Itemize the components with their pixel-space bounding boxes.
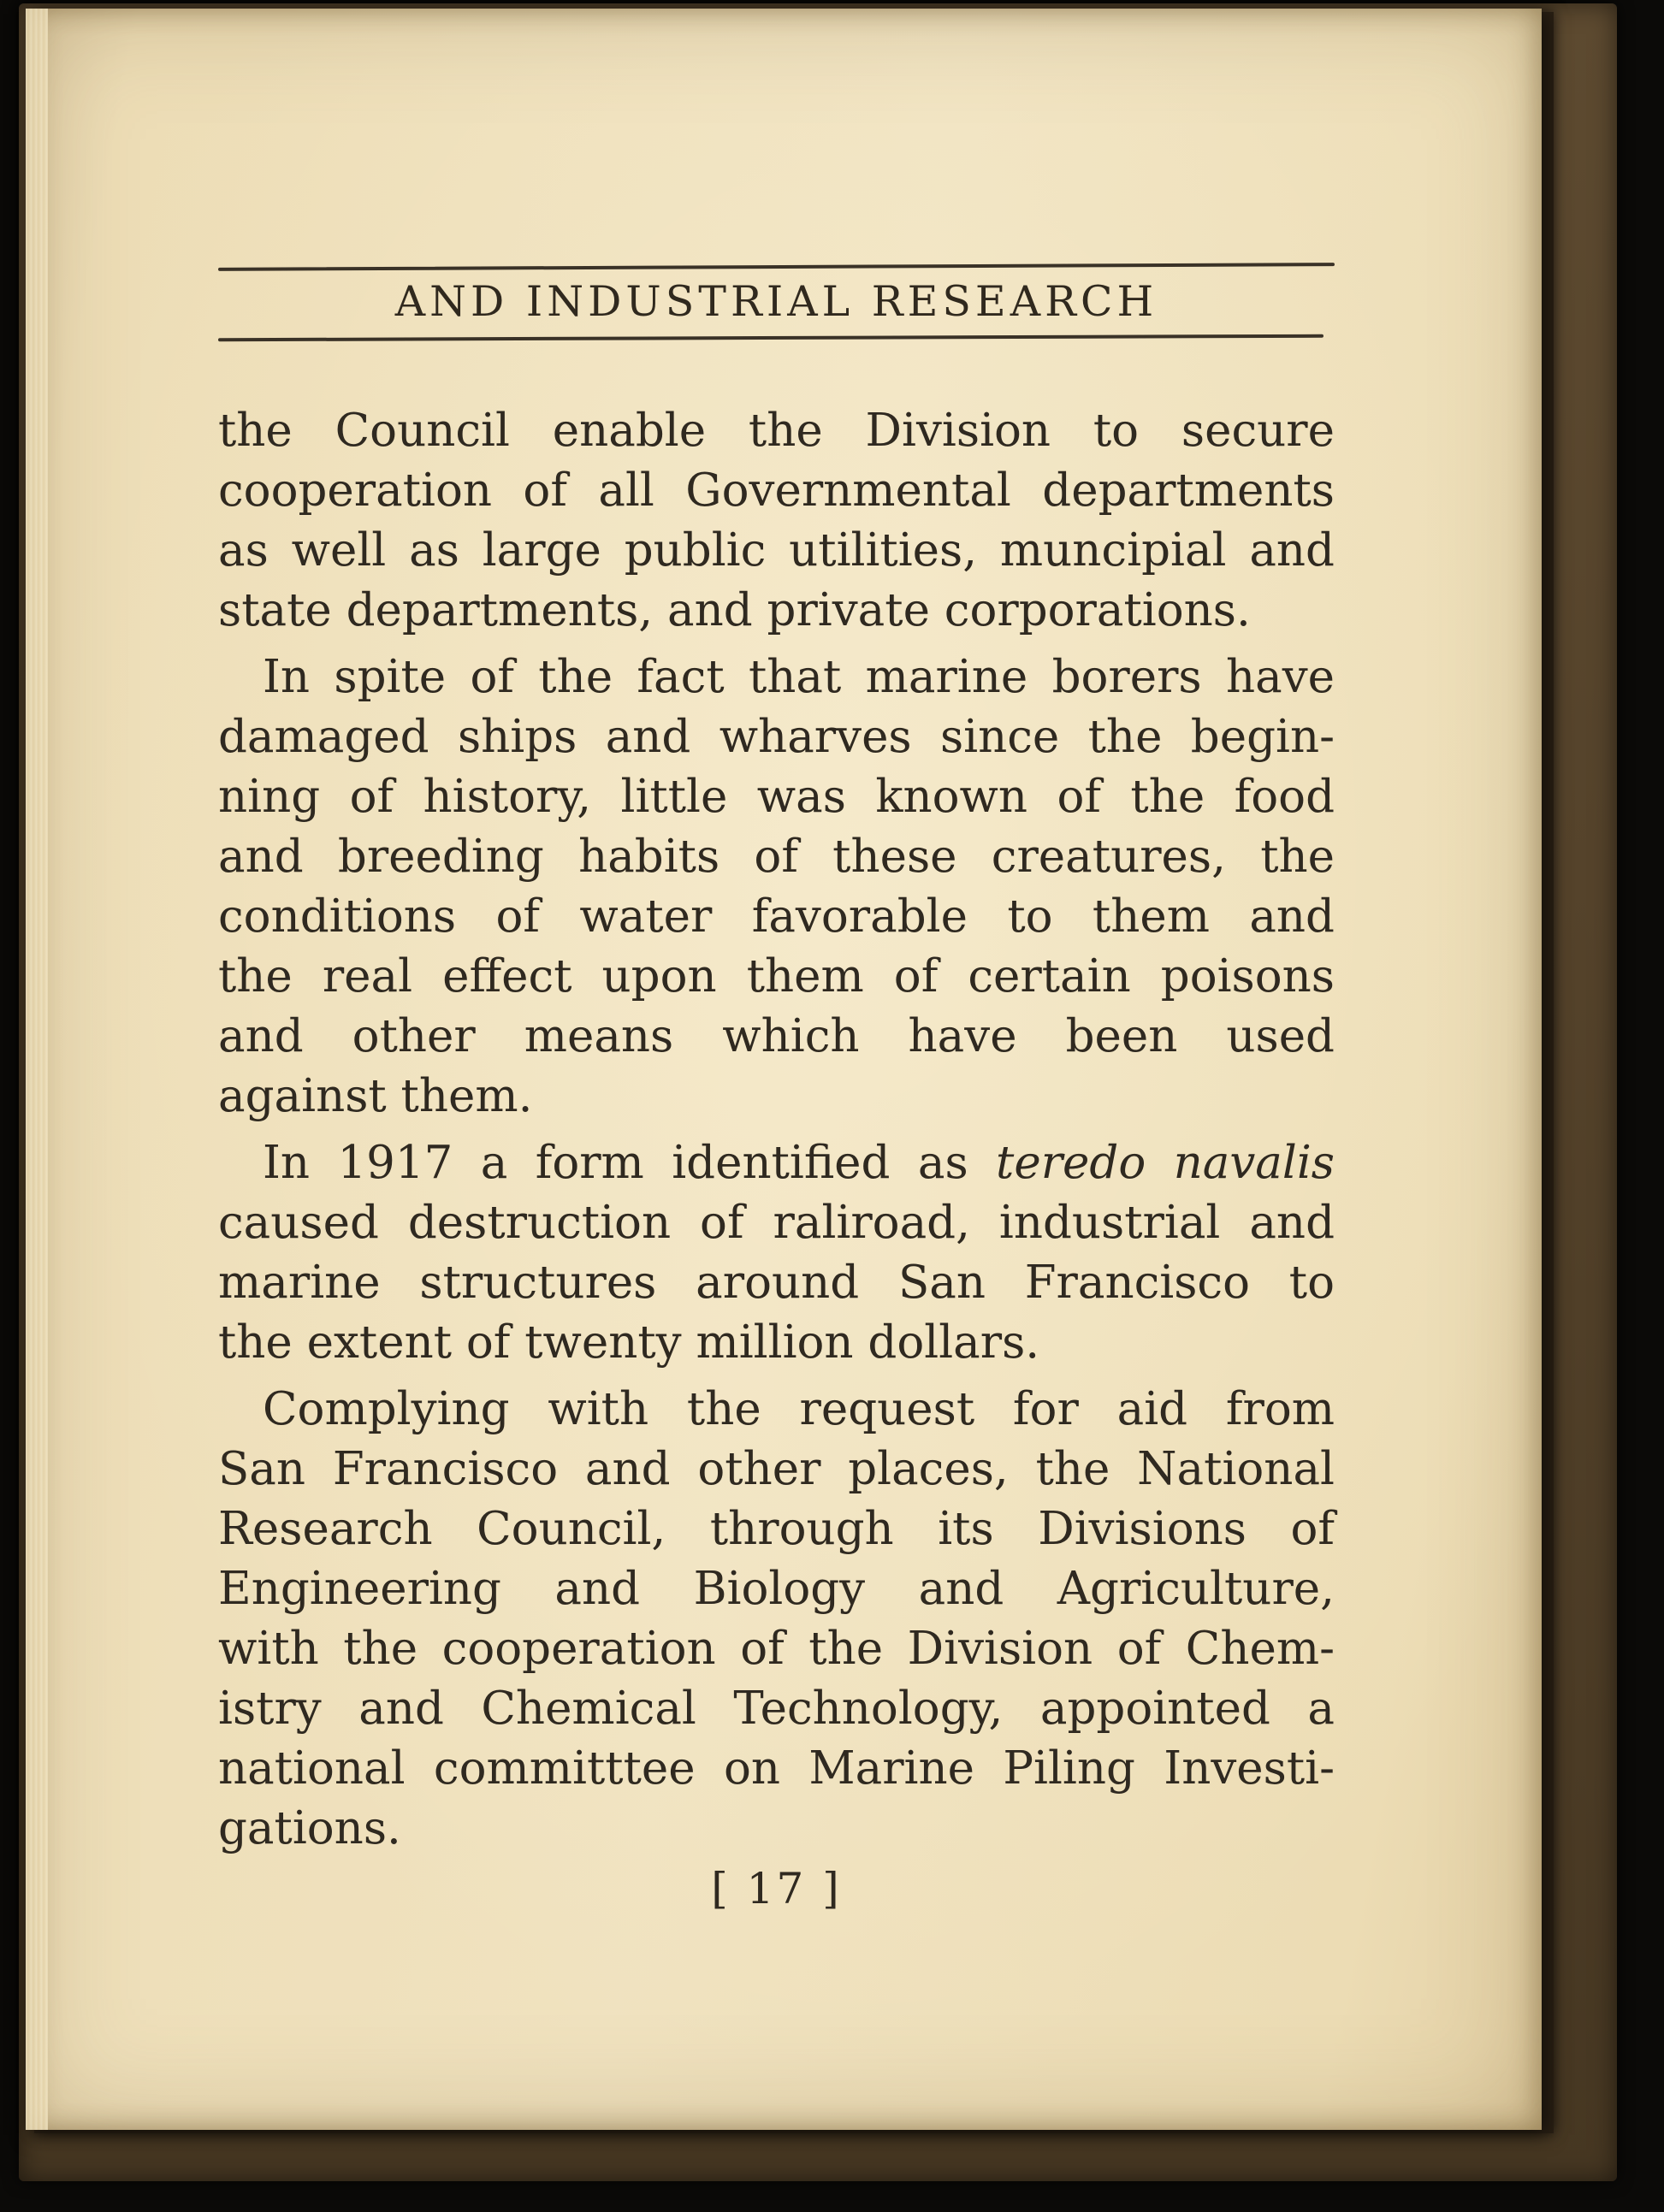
text-segment: national committtee on Marine Piling Investi- (218, 1742, 1335, 1795)
page-edge-strip (26, 9, 48, 2130)
text-line (218, 1559, 1335, 1619)
text-line (218, 1380, 1335, 1440)
paragraph (218, 648, 1335, 1127)
text-segment: the real effect upon them of certain poisons (218, 950, 1335, 1002)
paragraph (218, 1133, 1335, 1373)
text-line (218, 1619, 1335, 1679)
text-line (218, 1799, 1335, 1859)
running-head: AND INDUSTRIAL RESEARCH (394, 277, 1158, 326)
text-line (218, 461, 1335, 521)
header-rule-top (218, 263, 1335, 271)
text-segment: against them. (218, 1070, 533, 1122)
text-line (218, 947, 1335, 1007)
text-segment: San Francisco and other places, the National (218, 1443, 1335, 1495)
text-line (218, 767, 1335, 827)
text-line (218, 1007, 1335, 1067)
text-segment: and other means which have been used (218, 1010, 1335, 1062)
text-line (218, 1499, 1335, 1559)
text-segment: and breeding habits of these creatures, the (218, 831, 1335, 883)
header-rule-bottom (218, 334, 1324, 342)
text-segment: Research Council, through its Divisions of (218, 1503, 1335, 1555)
text-line (218, 1440, 1335, 1499)
text-segment: conditions of water favorable to them and (218, 890, 1335, 943)
text-segment: the Council enable the Division to secure (218, 405, 1335, 457)
text-segment: ning of history, little was known of the food (218, 771, 1335, 823)
text-segment: caused destruction of raliroad, industrial and (218, 1197, 1335, 1249)
text-segment: gations. (218, 1802, 401, 1854)
text-line (218, 1067, 1335, 1127)
text-line (218, 401, 1335, 461)
text-line (218, 648, 1335, 707)
body-text (218, 401, 1335, 1859)
text-segment: as well as large public utilities, muncipial and (218, 524, 1335, 577)
text-segment: state departments, and private corporations. (218, 584, 1251, 636)
text-line (218, 581, 1335, 641)
paragraph (218, 401, 1335, 641)
paragraph (218, 1380, 1335, 1859)
text-segment: marine structures around San Francisco to (218, 1257, 1335, 1309)
text-segment: the extent of twenty million dollars. (218, 1316, 1040, 1369)
text-segment: cooperation of all Governmental departments (218, 464, 1335, 517)
text-line (218, 521, 1335, 581)
text-segment: damaged ships and wharves since the begin- (218, 711, 1335, 763)
text-line (218, 1193, 1335, 1253)
page-content (218, 265, 1335, 1913)
page-number: [ 17 ] (711, 1864, 842, 1913)
page-header (218, 265, 1335, 340)
text-line (218, 1739, 1335, 1799)
text-line (218, 1313, 1335, 1373)
italic-text-segment: teredo navalis (996, 1137, 1335, 1189)
text-segment: Complying with the request for aid from (263, 1383, 1335, 1435)
text-line (218, 827, 1335, 887)
text-segment: In 1917 a form identified as (263, 1137, 997, 1189)
book-page (26, 9, 1542, 2130)
text-segment: In spite of the fact that marine borers have (263, 651, 1335, 703)
text-line (218, 1133, 1335, 1193)
text-line (218, 1679, 1335, 1739)
text-line (218, 707, 1335, 767)
text-segment: Engineering and Biology and Agriculture, (218, 1563, 1335, 1615)
text-segment: with the cooperation of the Division of Chem- (218, 1623, 1335, 1675)
text-segment: istry and Chemical Technology, appointed a (218, 1683, 1335, 1735)
text-line (218, 1253, 1335, 1313)
text-line (218, 887, 1335, 947)
